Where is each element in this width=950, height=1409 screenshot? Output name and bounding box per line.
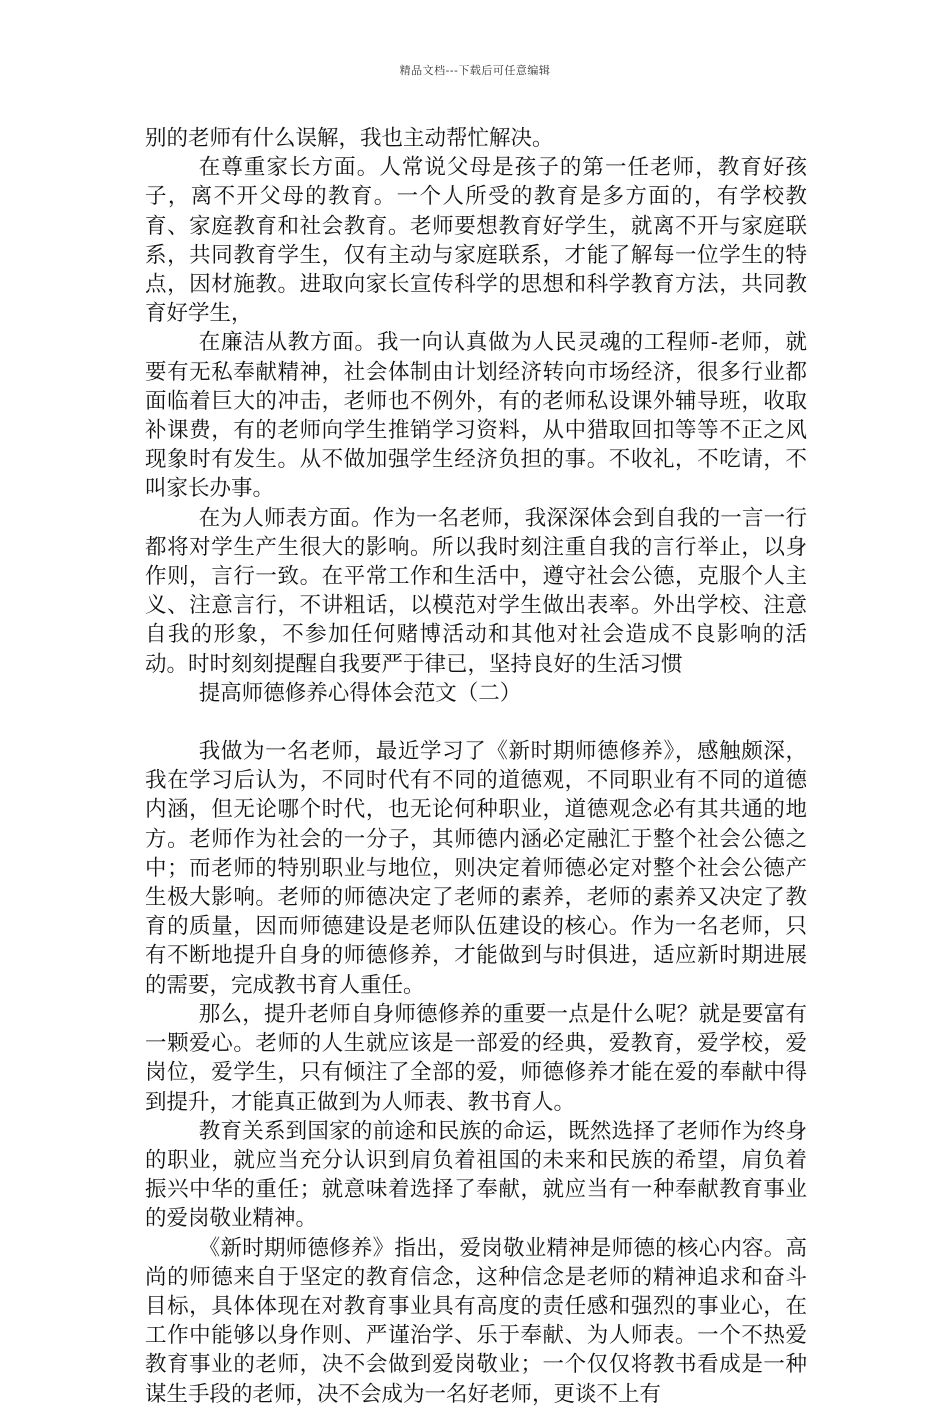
paragraph-role-model: 在为人师表方面。作为一名老师，我深深体会到自我的一言一行都将对学生产生很大的影响。所以我时刻注重自我的言行举止，以身作则，言行一致。在平常工作和生活中，遵守社会公德，克服个人主义、注意言行，不讲粗话，以模范对学生做出表率。外出学校、注意自我的形象，不参加任何赌博活动和其他对社会造成不良影响的活动。时时刻刻提醒自我要严于律已，坚持良好的生活习惯 [145, 505, 807, 677]
page-header: 精品文档---下载后可任意编辑 [399, 64, 551, 77]
paragraph-dedication: 教育关系到国家的前途和民族的命运，既然选择了老师作为终身的职业，就应当充分认识到肩负着祖国的未来和民族的希望，肩负着振兴中华的重任；就意味着选择了奉献，就应当有一种奉献教育事业的爱岗敬业精神。 [145, 1118, 807, 1232]
paragraph-core-content: 《新时期师德修养》指出，爱岗敬业精神是师德的核心内容。高尚的师德来自于坚定的教育信念，这种信念是老师的精神追求和奋斗目标，具体体现在对教育事业具有高度的责任感和强烈的事业心，在工作中能够以身作则、严谨治学、乐于奉献、为人师表。一个不热爱教育事业的老师，决不会做到爱岗敬业；一个仅仅将教书看成是一种谋生手段的老师，决不会成为一名好老师，更谈不上有 [145, 1235, 807, 1407]
section-heading: 提高师德修养心得体会范文（二） [198, 680, 522, 706]
document-body [145, 124, 807, 1409]
paragraph-study-reflection: 我做为一名老师，最近学习了《新时期师德修养》，感触颇深，我在学习后认为，不同时代有不同的道德观，不同职业有不同的道德内涵，但无论哪个时代，也无论何种职业，道德观念必有其共通的地方。老师作为社会的一分子，其师德内涵必定融汇于整个社会公德之中；而老师的特别职业与地位，则决定着师德必定对整个社会公德产生极大影响。老师的师德决定了老师的素养，老师的素养又决定了教育的质量，因而师德建设是老师队伍建设的核心。作为一名老师，只有不断地提升自身的师德修养，才能做到与时俱进，适应新时期进展的需要，完成教书育人重任。 [145, 739, 807, 998]
paragraph-continuation: 别的老师有什么误解，我也主动帮忙解决。 [145, 126, 554, 151]
paragraph-love: 那么，提升老师自身师德修养的重要一点是什么呢？就是要富有一颗爱心。老师的人生就应该是一部爱的经典，爱教育，爱学校，爱岗位，爱学生，只有倾注了全部的爱，师德修养才能在爱的奉献中得到提升，才能真正做到为人师表、教书育人。 [145, 1001, 807, 1115]
blank-line [145, 708, 807, 737]
paragraph-integrity: 在廉洁从教方面。我一向认真做为人民灵魂的工程师-老师，就要有无私奉献精神，社会体制由计划经济转向市场经济，很多行业都面临着巨大的冲击，老师也不例外，有的老师私设课外辅导班，收取补课费，有的老师向学生推销学习资料，从中猎取回扣等等不正之风现象时有发生。从不做加强学生经济负担的事。不收礼，不吃请，不叫家长办事。 [145, 330, 807, 502]
paragraph-respect-parents: 在尊重家长方面。人常说父母是孩子的第一任老师，教育好孩子，离不开父母的教育。一个人所受的教育是多方面的，有学校教育、家庭教育和社会教育。老师要想教育好学生，就离不开与家庭联系，共同教育学生，仅有主动与家庭联系，才能了解每一位学生的特点，因材施教。进取向家长宣传科学的思想和科学教育方法，共同教育好学生， [145, 155, 807, 327]
